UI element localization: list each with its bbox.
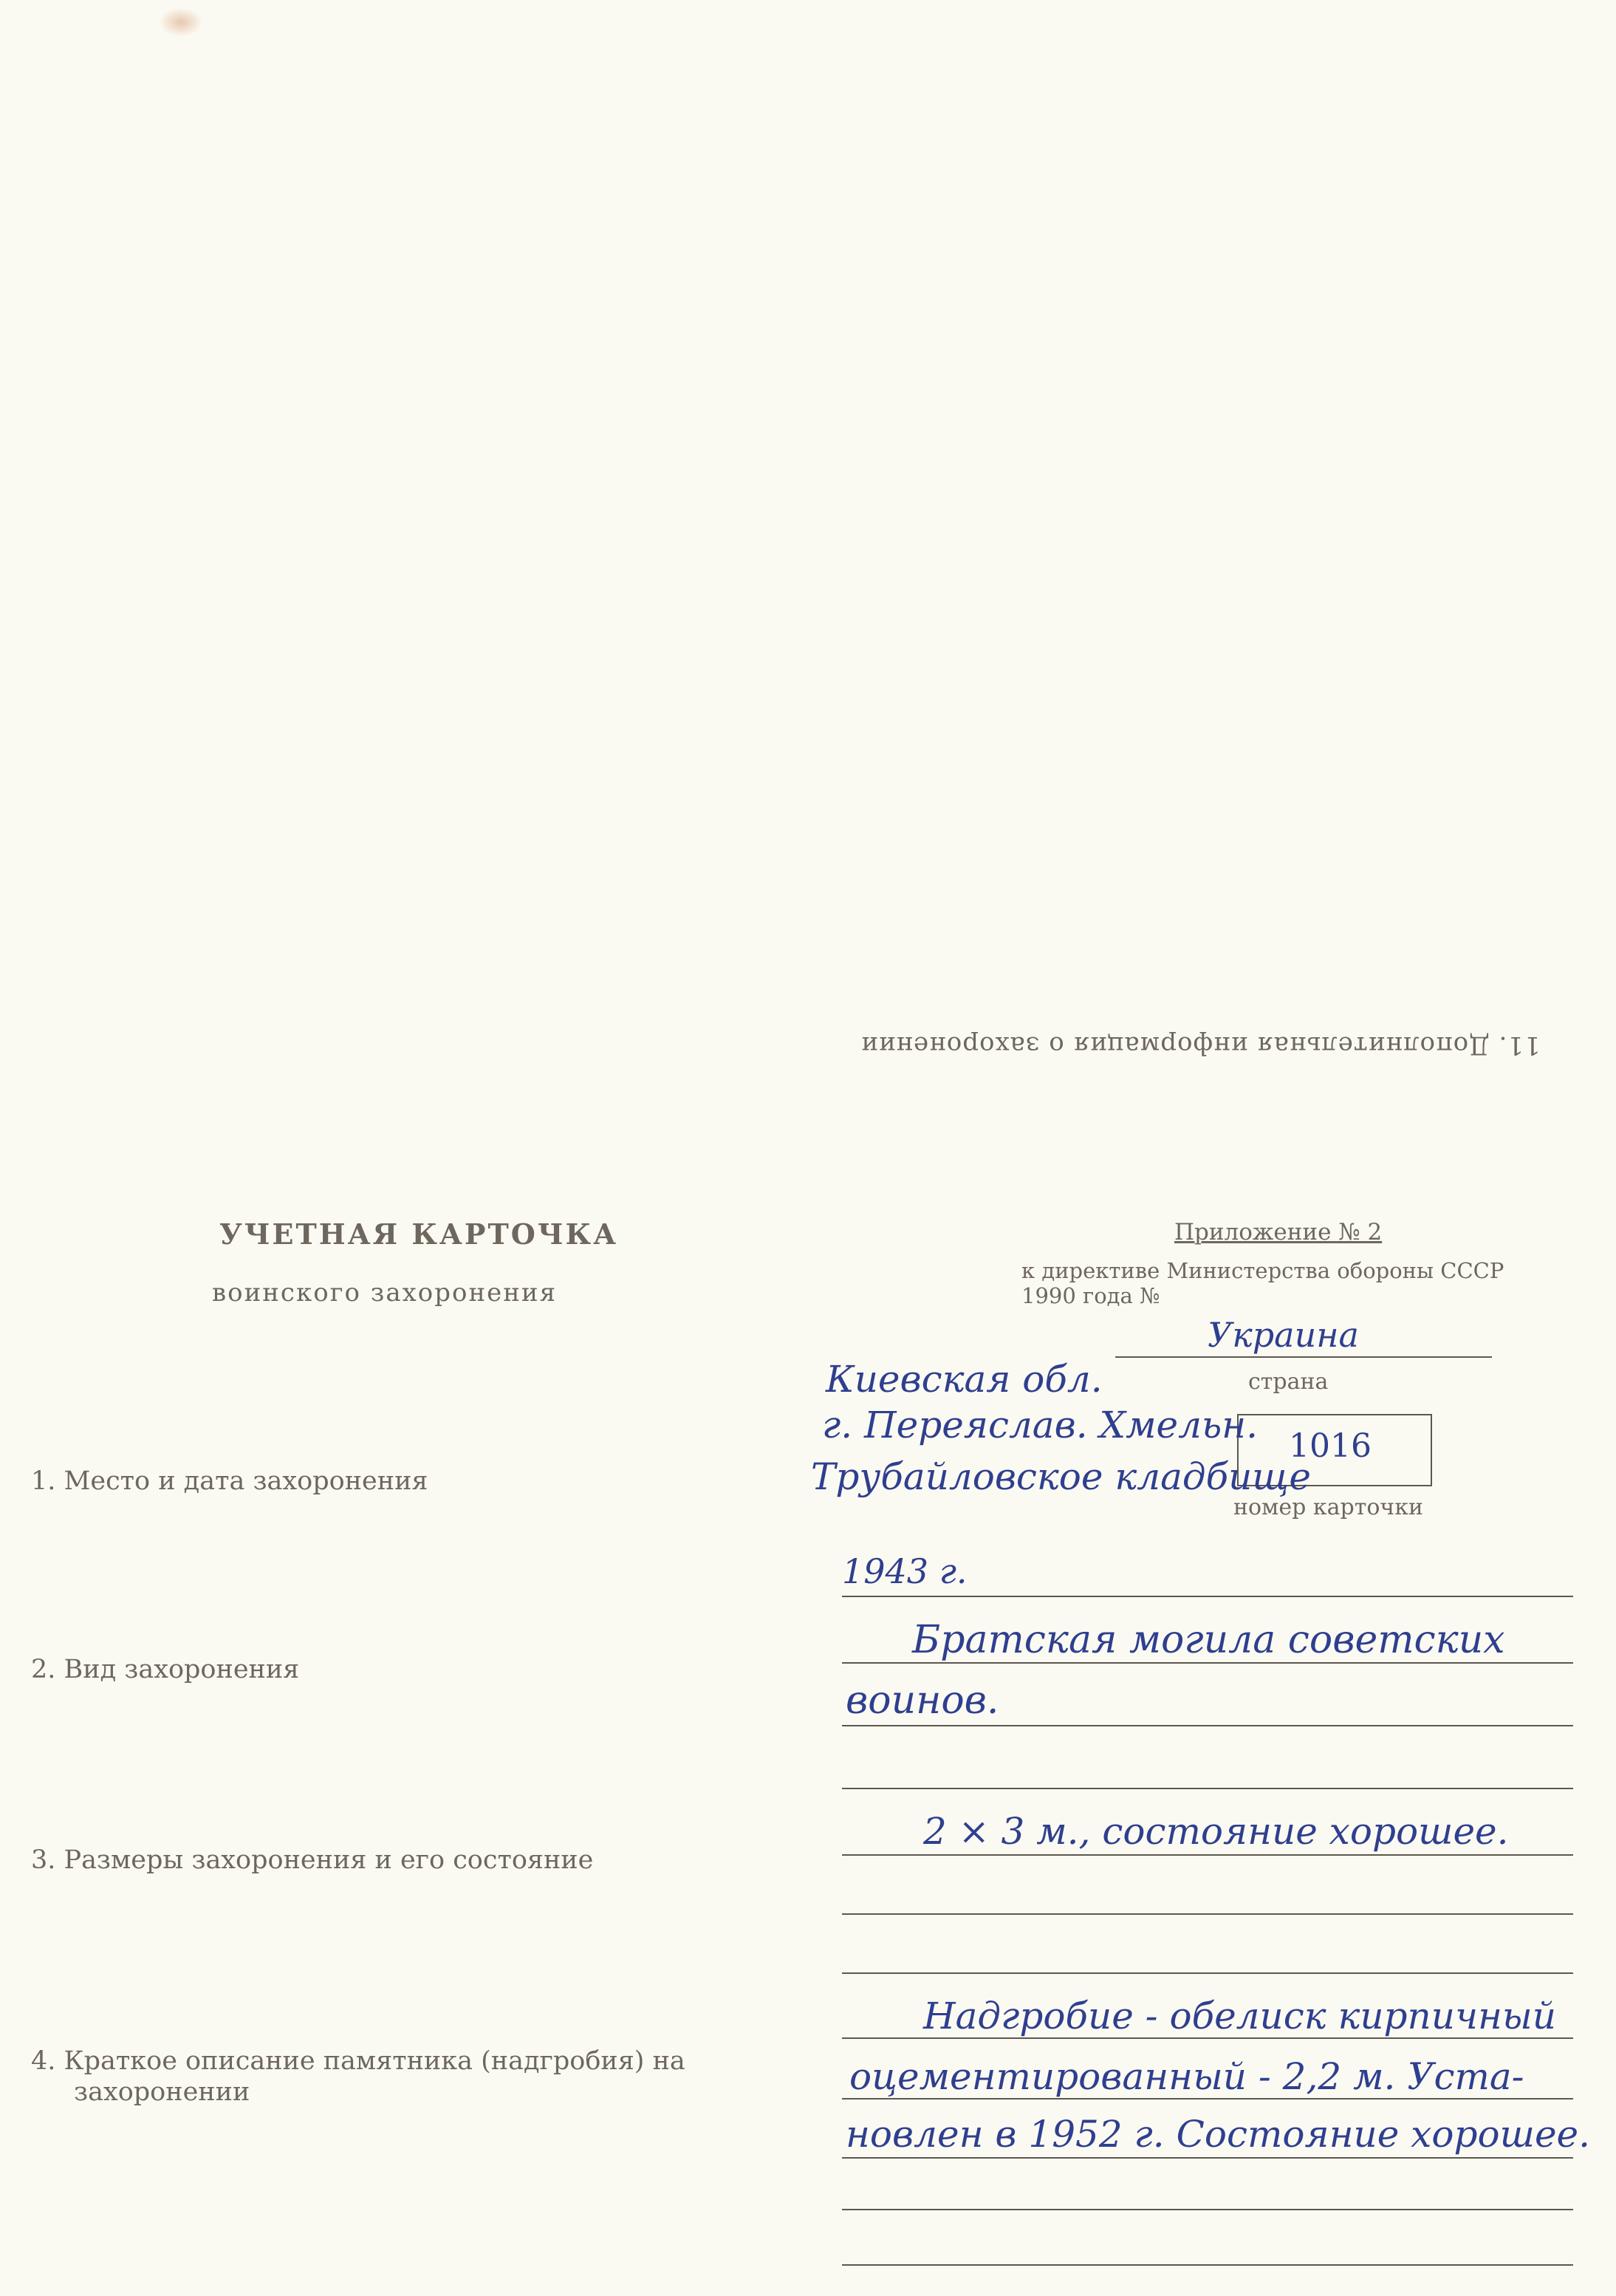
appendix-line-1: к директиве Министерства обороны СССР (1021, 1258, 1504, 1283)
card-title: УЧЕТНАЯ КАРТОЧКА (219, 1217, 619, 1251)
answer-line (842, 1972, 1573, 1974)
desc-line-3: новлен в 1952 г. Состояние хорошее. (846, 2113, 1591, 2156)
appendix-line-2: 1990 года № (1021, 1283, 1160, 1308)
section-4-label-line-2: захоронении (74, 2077, 250, 2107)
answer-line (842, 1854, 1573, 1856)
section-4-label-line-1: 4. Краткое описание памятника (надгробия) на (31, 2046, 685, 2076)
answer-line (842, 1596, 1573, 1597)
paper-stain (159, 7, 203, 37)
card-number-label: номер карточки (1233, 1494, 1423, 1520)
answer-line (842, 1662, 1573, 1664)
desc-line-2: оцементированный - 2,2 м. Уста- (849, 2055, 1524, 2098)
place-line-2: г. Переяслав. Хмельн. (822, 1404, 1259, 1446)
answer-line (842, 2209, 1573, 2210)
answer-line (842, 1788, 1573, 1789)
answer-line (842, 1913, 1573, 1915)
answer-line (842, 2157, 1573, 2159)
country-underline (1115, 1356, 1492, 1358)
appendix-label: Приложение № 2 (1174, 1219, 1383, 1246)
answer-line (842, 2037, 1573, 2039)
size-value: 2 × 3 м., состояние хорошее. (923, 1810, 1509, 1853)
type-line-2: воинов. (846, 1678, 999, 1723)
type-line-1: Братская могила советских (912, 1618, 1505, 1662)
country-value: Украина (1208, 1315, 1359, 1355)
desc-line-1: Надгробие - обелиск кирпичный (923, 1995, 1556, 2037)
country-label: страна (1248, 1369, 1329, 1395)
section-3-label: 3. Размеры захоронения и его состояние (31, 1845, 594, 1875)
answer-line (842, 2098, 1573, 2099)
place-line-1: Киевская обл. (826, 1358, 1103, 1401)
answer-line (842, 1725, 1573, 1726)
answer-line (842, 2264, 1573, 2266)
rotated-section-heading: 11. Дополнительная информация о захоронении (860, 1031, 1541, 1060)
card-subtitle: воинского захоронения (212, 1278, 558, 1308)
card-number-value: 1016 (1289, 1427, 1372, 1465)
section-1-label: 1. Место и дата захоронения (31, 1466, 428, 1496)
section-2-label: 2. Вид захоронения (31, 1655, 300, 1684)
place-line-3: Трубайловское кладбище (811, 1455, 1311, 1498)
date-value: 1943 г. (842, 1551, 968, 1591)
